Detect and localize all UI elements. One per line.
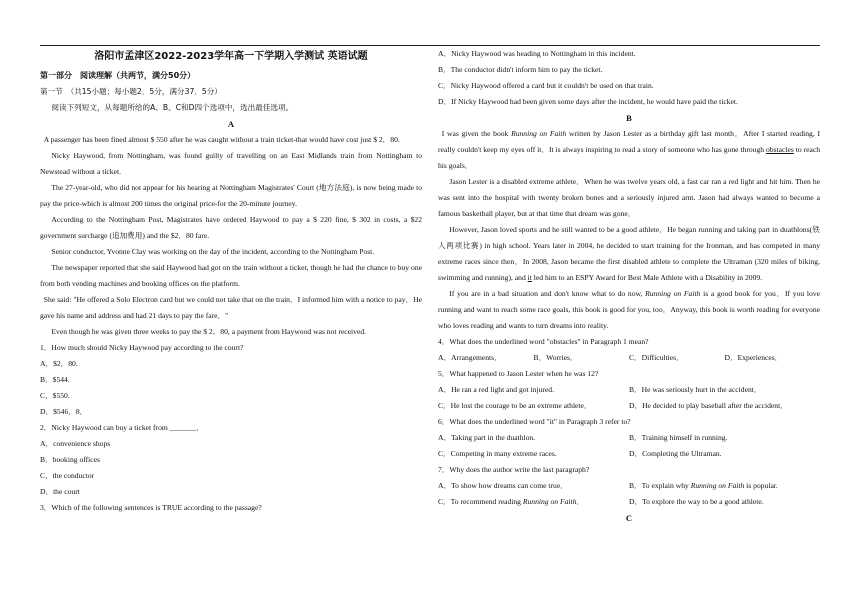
passage-a-paragraph: Nicky Haywood, from Nottingham, was found guilty of travelling on an East Midlands train from Nottingham to Newstead without a ticket. <box>40 151 422 176</box>
option: C．the conductor <box>40 471 95 480</box>
option: D．He decided to play baseball after the accident． <box>629 401 788 410</box>
option: D．To explore the way to be a good athlete. <box>629 497 764 506</box>
passage-b-paragraph: I was given the book Running on Faith written by Jason Lester as a birthday gift last month．After I started reading, I really couldn't keep my eyes off it．It is always inspiring to read a story of someone who has gone through obstacles to reach his goals． <box>438 129 820 170</box>
option: D．$546．8． <box>40 407 88 416</box>
passage-a-paragraph: A passenger has been fined almost $ 550 after he was caught without a train ticket-that would have cost just $ 2．80. <box>43 135 400 144</box>
option: A．Arrangements． <box>438 353 502 362</box>
passage-a-paragraph: Even though he was given three weeks to pay the $ 2．80, a payment from Haywood was not received. <box>51 327 367 336</box>
exam-title: 洛阳市孟津区2022-2023学年高一下学期入学测试 英语试题 <box>94 51 368 62</box>
question-stem: 1．How much should Nicky Haywood pay according to the court? <box>40 343 244 352</box>
passage-b-paragraph: If you are in a bad situation and don't know what to do now, Running on Faith is a good book for you．If you love running and want to reach some race goals, this book is good for you, too．Anyway, this book is worth reading for everyone who loves reading and wants to turn dreams into reality. <box>438 289 820 330</box>
option: B．Training himself in running. <box>629 433 728 442</box>
question-stem: 4．What does the underlined word "obstacles" in Paragraph 1 mean? <box>438 337 649 346</box>
option: C．To recommend reading Running on Faith． <box>438 497 585 506</box>
option: B．booking offices <box>40 455 100 464</box>
option: C．He lost the courage to be an extreme athlete． <box>438 401 592 410</box>
passage-a-label: A <box>227 119 235 129</box>
option: D．If Nicky Haywood had been given some days after the incident, he would have paid the ticket. <box>438 97 738 106</box>
option: A．To show how dreams can come true． <box>438 481 568 490</box>
passage-a-paragraph: According to the Nottingham Post, Magistrates have ordered Haywood to pay a $ 220 fine, $ 302 in costs, a $22 government surcharge (追加费用) and the $2．80 fare. <box>40 215 422 240</box>
options-row <box>438 382 820 398</box>
option: D．Completing the Ultraman. <box>629 449 722 458</box>
passage-a-paragraph: The 27-year-old, who did not appear for his hearing at Nottingham Magistrates' Court (地方法庭), is now being made to pay the price-which is almost 200 times the original price-for the 20-minute journey. <box>40 183 422 208</box>
option: C．Competing in many extreme races. <box>438 449 557 458</box>
left-column <box>40 46 422 516</box>
option: A．He ran a red light and got injured. <box>438 385 554 394</box>
option: D．Experiences． <box>724 353 783 362</box>
options-row <box>438 430 820 446</box>
options-row <box>438 446 820 462</box>
option: B．The conductor didn't inform him to pay the ticket. <box>438 65 603 74</box>
options-row <box>438 350 820 366</box>
option: C．Difficulties． <box>629 353 684 362</box>
options-row <box>438 398 820 414</box>
instruction: 阅读下列短文，从每题所给的A、B、C和D四个选项中，选出最佳选项。 <box>51 103 294 112</box>
passage-b-label: B <box>626 113 632 123</box>
passage-c-label: C <box>625 513 633 523</box>
option: B．$544. <box>40 375 70 384</box>
passage-b-paragraph: However, Jason loved sports and he still wanted to be a good athlete．He began running and taking part in duathlons(铁人两项比赛) in high school. Years later in 2004, he decided to start training for the Ironman, and has competed in many extreme races since then．In 2008, Jason became the first disabled athlete to complete the Ultraman (320 miles of biking, swimming and running), and it led him to an ESPY Award for Best Male Athlete with a Disability in 2009. <box>438 225 820 282</box>
question-stem: 7．Why does the author write the last paragraph? <box>438 465 590 474</box>
passage-a-paragraph: The newspaper reported that she said Haywood had got on the train without a ticket, though he had the chance to buy one from both vending machines and booking offices on the platform. <box>40 263 422 288</box>
option: C．Nicky Haywood offered a card but it couldn't be used on that train. <box>438 81 654 90</box>
option: A．Taking part in the duathlon. <box>438 433 536 442</box>
passage-b-paragraph: Jason Lester is a disabled extreme athlete．When he was twelve years old, a fast car ran a red light and hit him. Then he was sent into the hospital with twenty broken bones and a seriously injured arm. Jason had always wanted to become a famous basketball player, but at that time that dream was gone． <box>438 177 820 218</box>
passage-a-paragraph: She said: "He offered a Solo Electron card but we could not take that on the train．I informed him with a notice to pay．He gave his name and address and had 21 days to pay the fare．" <box>40 295 422 320</box>
part-heading: 第一部分 阅读理解（共两节，满分50分） <box>40 71 196 80</box>
option: B．Worries． <box>533 353 578 362</box>
option: A．convenience shops <box>40 439 111 448</box>
question-stem: 5．What happened to Jason Lester when he was 12? <box>438 369 599 378</box>
question-stem: 3．Which of the following sentences is TRUE according to the passage? <box>40 503 262 512</box>
passage-a-paragraph: Senior conductor, Yvonne Clay was working on the day of the incident, according to the Nottingham Post. <box>51 247 375 256</box>
option: A．Nicky Haywood was heading to Nottingham in this incident. <box>438 49 636 58</box>
right-column <box>438 46 820 526</box>
option: B．To explain why Running on Faith is popular. <box>629 481 778 490</box>
option: B．He was seriously hurt in the accident． <box>629 385 762 394</box>
section-heading: 第一节 （共15小题；每小题2．5分，满分37．5分） <box>40 87 222 96</box>
options-row <box>438 478 820 494</box>
options-row <box>438 494 820 510</box>
option: A．$2．80. <box>40 359 78 368</box>
option: C．$550. <box>40 391 70 400</box>
question-stem: 6．What does the underlined word "it" in Paragraph 3 refer to? <box>438 417 631 426</box>
option: D．the court <box>40 487 80 496</box>
question-stem: 2．Nicky Haywood can buy a ticket from _______． <box>40 423 204 432</box>
